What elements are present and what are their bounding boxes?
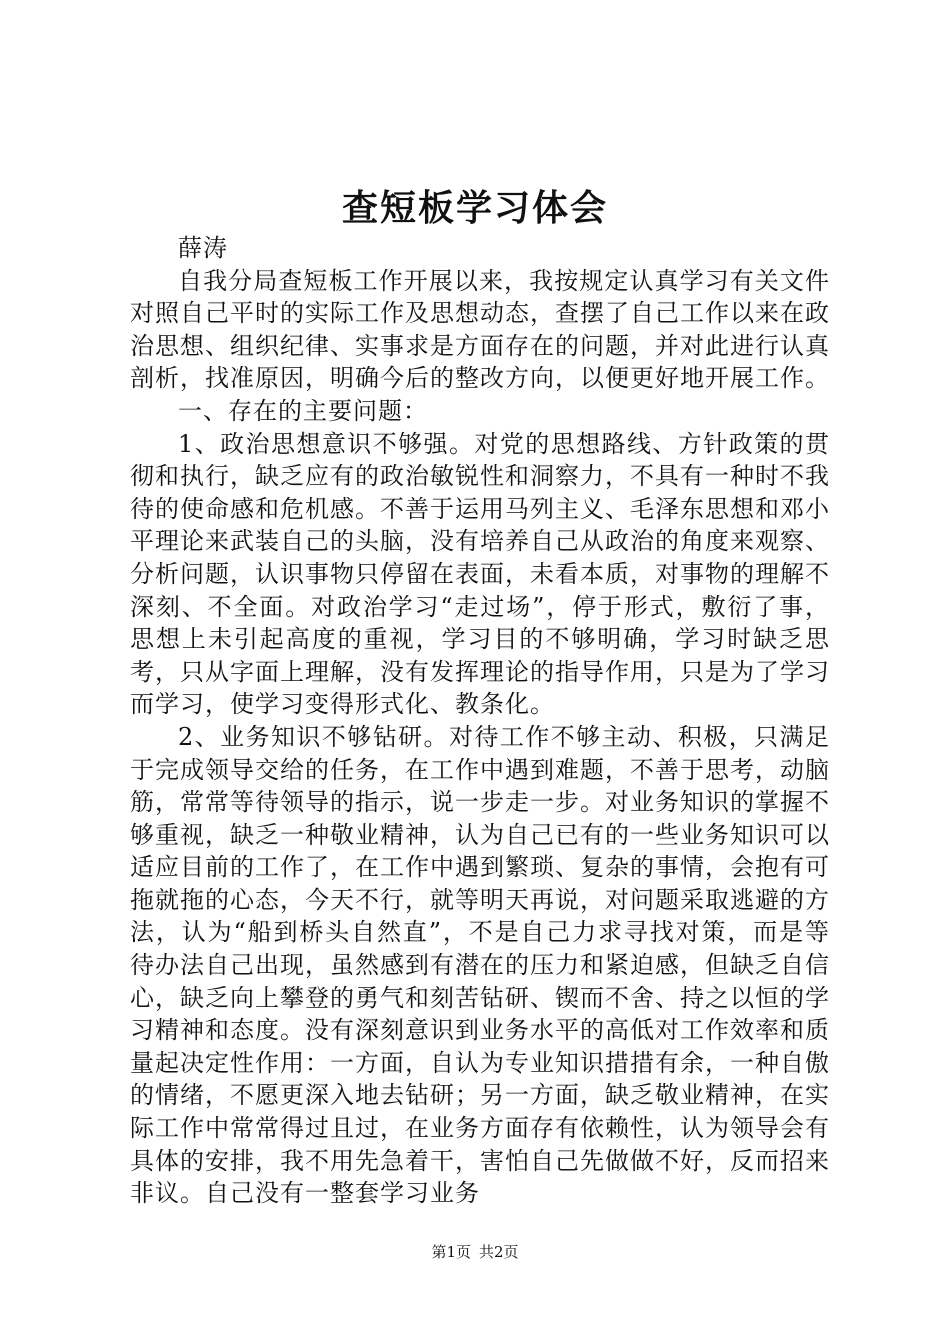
paragraph-intro: 自我分局查短板工作开展以来，我按规定认真学习有关文件对照自己平时的实际工作及思想动态，查摆了自己工作以来在政治思想、组织纪律、实事求是方面存在的问题，并对此进行认真剖析，找准原因，明确今后的整改方向，以便更好地开展工作。 <box>130 266 830 393</box>
paragraph-item-2: 2、业务知识不够钻研。对待工作不够主动、积极，只满足于完成领导交给的任务，在工作中遇到难题，不善于思考，动脑筋，常常等待领导的指示，说一步走一步。对业务知识的掌握不够重视，缺乏一种敬业精神，认为自己已有的一些业务知识可以适应目前的工作了，在工作中遇到繁琐、复杂的事情，会抱有可拖就拖的心态，今天不行，就等明天再说，对问题采取逃避的方法，认为“船到桥头自然直”，不是自己力求寻找对策，而是等待办法自己出现，虽然感到有潜在的压力和紧迫感，但缺乏自信心，缺乏向上攀登的勇气和刻苦钻研、锲而不舍、持之以恒的学习精神和态度。没有深刻意识到业务水平的高低对工作效率和质量起决定性作用：一方面，自认为专业知识措措有余，一种自傲的情绪，不愿更深入地去钻研；另一方面，缺乏敬业精神，在实际工作中常常得过且过，在业务方面存有依赖性，认为领导会有具体的安排，我不用先急着干，害怕自己先做做不好，反而招来非议。自己没有一整套学习业务 <box>130 722 830 1208</box>
author-name: 薛涛 <box>178 234 228 262</box>
section-heading: 一、存在的主要问题： <box>178 396 428 425</box>
page-footer <box>0 1242 950 1262</box>
document-title: 查短板学习体会 <box>341 187 608 229</box>
page-number: 第1页 <box>431 1243 471 1261</box>
page-total: 共2页 <box>479 1243 519 1261</box>
paragraph-item-1: 1、政治思想意识不够强。对党的思想路线、方针政策的贯彻和执行，缺乏应有的政治敏锐性和洞察力，不具有一种时不我待的使命感和危机感。不善于运用马列主义、毛泽东思想和邓小平理论来武装自己的头脑，没有培养自己从政治的角度来观察、分析问题，认识事物只停留在表面，未看本质，对事物的理解不深刻、不全面。对政治学习“走过场”，停于形式，敷衍了事，思想上未引起高度的重视，学习目的不够明确，学习时缺乏思考，只从字面上理解，没有发挥理论的指导作用，只是为了学习而学习，使学习变得形式化、教条化。 <box>130 429 830 719</box>
document-body <box>130 232 830 1210</box>
